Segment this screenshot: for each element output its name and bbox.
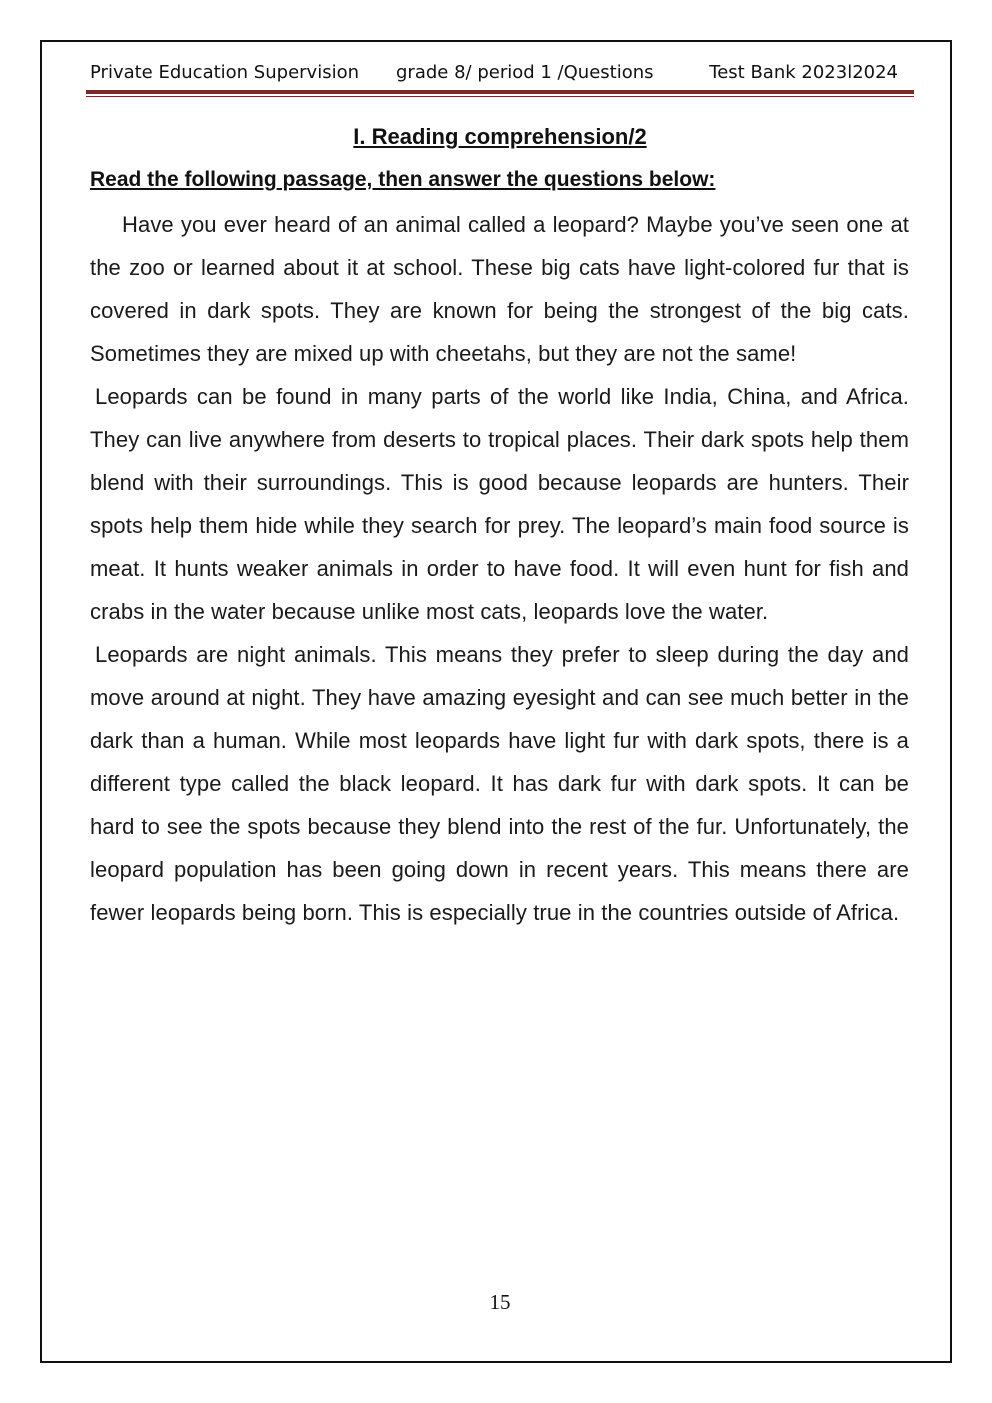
- header-divider: [86, 90, 914, 94]
- passage-paragraph-3: Leopards are night animals. This means they prefer to sleep during the day and move around at night. They have amazing eyesight and can see much better in the dark than a human. While most leopards have light fur with dark spots, there is a different type called the black leopard. It has dark fur with dark spots. It can be hard to see the spots because they blend into the rest of the fur. Unfortunately, the leopard population has been going down in recent years. This means there are fewer leopards being born. This is especially true in the countries outside of Africa.: [90, 642, 909, 925]
- instruction-text: Read the following passage, then answer the questions below:: [90, 168, 716, 191]
- header-test-bank: Test Bank 2023l2024: [709, 62, 898, 83]
- reading-passage: [90, 203, 909, 934]
- header-divider-thin: [86, 96, 914, 97]
- header-grade-period: grade 8/ period 1 /Questions: [396, 62, 654, 83]
- page-number: 15: [489, 1290, 511, 1314]
- passage-paragraph-1: Have you ever heard of an animal called a leopard? Maybe you’ve seen one at the zoo or learned about it at school. These big cats have light-colored fur that is covered in dark spots. They are known for being the strongest of the big cats. Sometimes they are mixed up with cheetahs, but they are not the same!: [90, 212, 909, 366]
- passage-paragraph-2: Leopards can be found in many parts of the world like India, China, and Africa. They can live anywhere from deserts to tropical places. Their dark spots help them blend with their surroundings. This is good because leopards are hunters. Their spots help them hide while they search for prey. The leopard’s main food source is meat. It hunts weaker animals in order to have food. It will even hunt for fish and crabs in the water because unlike most cats, leopards love the water.: [90, 384, 909, 624]
- section-title: I. Reading comprehension/2: [353, 124, 647, 149]
- page-header: [90, 62, 910, 88]
- header-organization: Private Education Supervision: [90, 62, 359, 83]
